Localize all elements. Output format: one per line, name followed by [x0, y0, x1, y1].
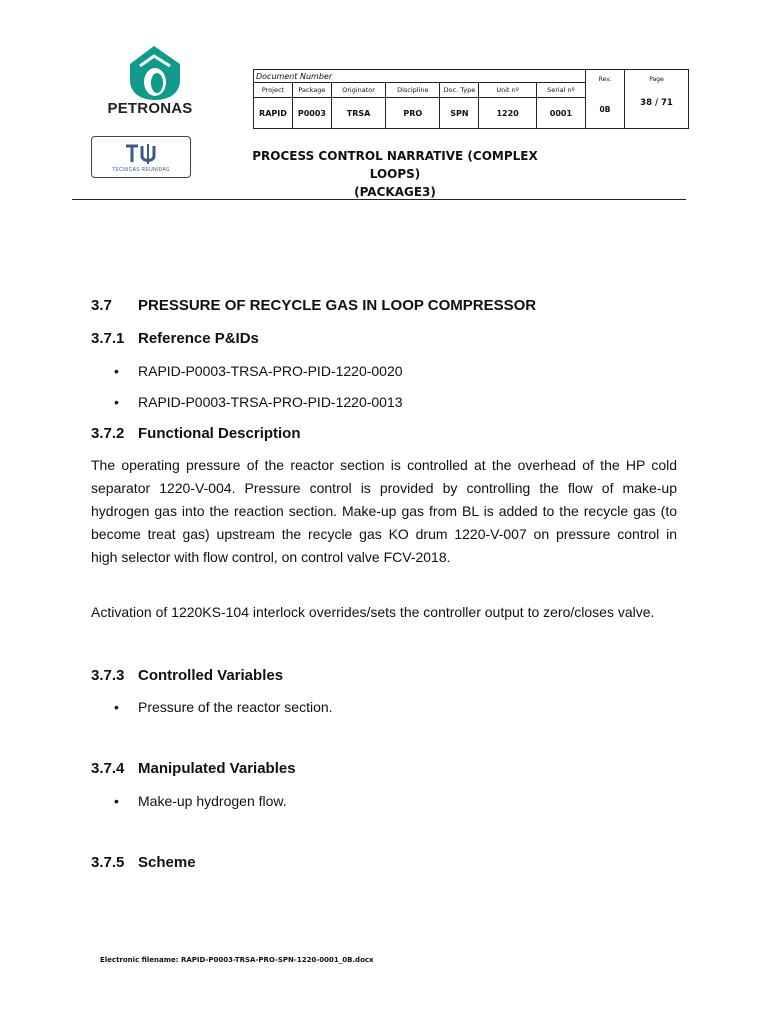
rev-cell — [586, 70, 625, 129]
bullet-icon: • — [114, 394, 119, 410]
val-serial: 0001 — [536, 98, 585, 129]
section-number: 3.7 — [91, 297, 112, 314]
col-serial: Serial nº — [536, 83, 585, 98]
bullet-icon: • — [114, 363, 119, 379]
pid-reference: RAPID-P0003-TRSA-PRO-PID-1220-0020 — [138, 363, 403, 379]
val-doc-type: SPN — [440, 98, 479, 129]
title-line-1: PROCESS CONTROL NARRATIVE (COMPLEX LOOPS) — [252, 149, 538, 181]
list-item — [114, 699, 333, 715]
val-discipline: PRO — [386, 98, 440, 129]
section-title: Controlled Variables — [138, 667, 284, 684]
section-title: Reference P&IDs — [138, 330, 259, 347]
list-item — [114, 793, 287, 809]
col-discipline: Discipline — [386, 83, 440, 98]
list-item — [114, 394, 403, 410]
section-title: Manipulated Variables — [138, 760, 296, 777]
functional-description-paragraph — [91, 454, 677, 569]
logo-wordmark: PETRONAS — [107, 100, 193, 117]
document-number-table — [253, 69, 689, 129]
page-cell — [625, 70, 689, 129]
bullet-icon: • — [114, 699, 119, 715]
col-project: Project — [254, 83, 293, 98]
section-heading-3-7-1 — [91, 330, 259, 347]
header-divider — [72, 199, 686, 200]
col-doc-type: Doc. Type — [440, 83, 479, 98]
section-number: 3.7.2 — [91, 425, 125, 442]
section-heading-3-7-2 — [91, 425, 301, 442]
val-unit: 1220 — [479, 98, 536, 129]
list-item — [114, 363, 403, 379]
section-number: 3.7.1 — [91, 330, 125, 347]
doc-number-label: Document Number — [254, 70, 586, 83]
page-label: Page — [649, 76, 664, 83]
partner-caption: TECNICAS REUNIDAS — [112, 167, 170, 173]
rev-value: 0B — [599, 105, 611, 114]
section-number: 3.7.5 — [91, 854, 125, 871]
rev-label: Rev. — [598, 76, 612, 83]
interlock-paragraph: Activation of 1220KS-104 interlock overrides/sets the controller output to zero/closes valve. — [91, 604, 655, 620]
bullet-icon: • — [114, 793, 119, 809]
section-title: Functional Description — [138, 425, 301, 442]
val-originator: TRSA — [331, 98, 385, 129]
col-unit: Unit nº — [479, 83, 536, 98]
paragraph-line: separator 1220-V-004. Pressure control is provided by controlling the flow of make-up — [91, 480, 677, 496]
title-line-2: (PACKAGE3) — [354, 185, 436, 199]
partner-logo — [91, 136, 191, 178]
footer-filename: Electronic filename: RAPID-P0003-TRSA-PRO-SPN-1220-0001_0B.docx — [100, 956, 374, 964]
section-heading-3-7 — [91, 297, 536, 314]
val-project: RAPID — [254, 98, 293, 129]
pid-reference: RAPID-P0003-TRSA-PRO-PID-1220-0013 — [138, 394, 403, 410]
document-title — [232, 147, 558, 201]
controlled-variable: Pressure of the reactor section. — [138, 699, 333, 715]
col-originator: Originator — [331, 83, 385, 98]
paragraph-line: become treat gas) upstream the recycle gas KO drum 1220-V-007 on pressure control in — [91, 526, 677, 542]
section-title: PRESSURE OF RECYCLE GAS IN LOOP COMPRESSOR — [138, 297, 537, 314]
section-heading-3-7-4 — [91, 760, 296, 777]
col-package: Package — [292, 83, 331, 98]
section-heading-3-7-5 — [91, 854, 196, 871]
paragraph-line: high selector with flow control, on control valve FCV-2018. — [91, 549, 451, 565]
section-heading-3-7-3 — [91, 667, 283, 684]
manipulated-variable: Make-up hydrogen flow. — [138, 793, 287, 809]
section-title: Scheme — [138, 854, 196, 871]
page-value: 38 / 71 — [640, 98, 673, 108]
section-number: 3.7.4 — [91, 760, 125, 777]
paragraph-line: hydrogen gas into the reaction section. Make-up gas from BL is added to the recycle gas (to — [91, 503, 677, 519]
paragraph-line: The operating pressure of the reactor section is controlled at the overhead of the HP cold — [91, 457, 677, 473]
tecnicas-reunidas-icon — [122, 142, 162, 166]
val-package: P0003 — [292, 98, 331, 129]
section-number: 3.7.3 — [91, 667, 125, 684]
